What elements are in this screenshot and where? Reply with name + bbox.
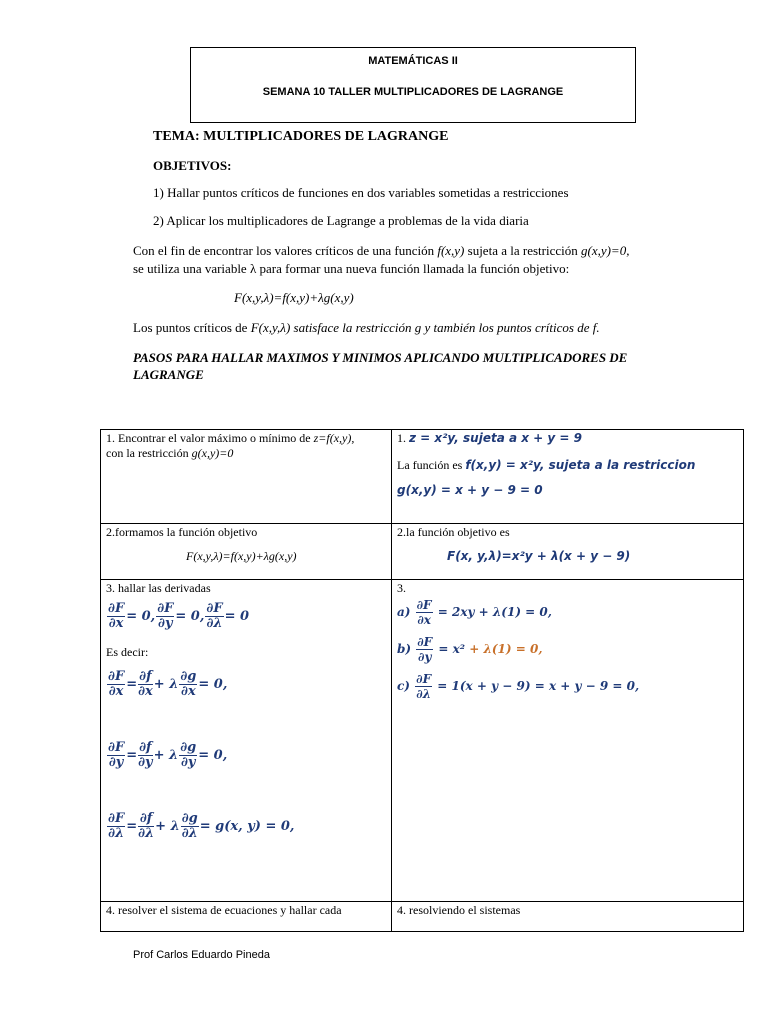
pasos-heading-2: LAGRANGE bbox=[133, 367, 204, 382]
partial-y-eq: $\frac{\partial F}{\partial y}$ = $\frac{\partial f}{\partial y}$ + λ $\frac{\partial g}{\partial y}$ = 0, bbox=[108, 740, 228, 770]
step1-text: 1. Encontrar el valor máximo o mínimo de bbox=[106, 431, 314, 445]
step1-restriction-eq: g(x,y) = x + y − 9 = 0 bbox=[397, 483, 543, 497]
item-a-label: a) bbox=[397, 605, 411, 619]
step3-left bbox=[101, 580, 392, 902]
step2-text: 2.formamos la función objetivo bbox=[106, 525, 258, 539]
table-row bbox=[101, 580, 744, 902]
es-decir-label: Es decir: bbox=[106, 645, 149, 659]
derivative-a: a) $\frac{\partial F}{\partial x}$ = 2xy + λ(1) = 0, bbox=[397, 598, 552, 627]
derivative-b-rhs-lambda: + λ(1) = 0, bbox=[469, 642, 543, 656]
step1-function-eq: f(x,y) = x²y, sujeta a la restriccion bbox=[465, 458, 696, 472]
header-subtitle: SEMANA 10 TALLER MULTIPLICADORES DE LAGRANGE bbox=[262, 86, 564, 98]
header-title: MATEMÁTICAS II bbox=[368, 55, 458, 67]
derivative-b-rhs: = x² bbox=[438, 642, 470, 656]
step1-left bbox=[101, 430, 392, 524]
derivatives-zero: $\frac{\partial F}{\partial x}$ = 0, $\frac{\partial F}{\partial y}$ = 0, $\frac{\partial F}{\partial\lambda}$ = 0 bbox=[108, 601, 250, 631]
pasos-heading-1: PASOS PARA HALLAR MAXIMOS Y MINIMOS APLICANDO MULTIPLICADORES DE bbox=[133, 350, 628, 365]
header-box bbox=[190, 47, 636, 123]
tema-heading: TEMA: MULTIPLICADORES DE LAGRANGE bbox=[153, 129, 449, 144]
derivative-c-rhs: = 1(x + y − 9) = x + y − 9 = 0, bbox=[437, 679, 640, 693]
intro-gxy: g(x,y)=0, bbox=[580, 243, 630, 258]
step2-right-text: 2.la función objetivo es bbox=[397, 525, 510, 539]
step2-right-formula: F(x, y,λ)=x²y + λ(x + y − 9) bbox=[447, 549, 631, 563]
step1-example-eq: z = x²y, sujeta a x + y = 9 bbox=[409, 431, 582, 445]
table-row bbox=[101, 902, 744, 932]
critical-points-line bbox=[133, 320, 600, 336]
step1-gxy: g(x,y)=0 bbox=[191, 446, 234, 460]
step3-text: 3. hallar las derivadas bbox=[106, 581, 211, 595]
item-c-label: c) bbox=[397, 679, 410, 693]
step4-right: 4. resolviendo el sistemas bbox=[392, 902, 744, 932]
step3-right bbox=[392, 580, 744, 902]
item-b-label: b) bbox=[397, 642, 412, 656]
step4-left: 4. resolver el sistema de ecuaciones y hallar cada bbox=[101, 902, 392, 932]
table-row bbox=[101, 430, 744, 524]
objetivo-2: 2) Aplicar los multiplicadores de Lagrange a problemas de la vida diaria bbox=[153, 213, 529, 228]
objetivo-1: 1) Hallar puntos críticos de funciones en dos variables sometidas a restricciones bbox=[153, 185, 569, 200]
step1-function-text: La función es bbox=[397, 458, 466, 472]
objective-formula: F(x,y,λ)=f(x,y)+λg(x,y) bbox=[234, 290, 354, 305]
derivative-b: b) $\frac{\partial F}{\partial y}$ = x² + λ(1) = 0, bbox=[397, 635, 543, 664]
derivative-a-rhs: = 2xy + λ(1) = 0, bbox=[437, 605, 552, 619]
table-row bbox=[101, 524, 744, 580]
step1-zfxy: z=f(x,y), bbox=[313, 431, 355, 445]
footer-author: Prof Carlos Eduardo Pineda bbox=[133, 949, 270, 961]
step1-restriction: con la restricción bbox=[106, 446, 192, 460]
intro-line-2: se utiliza una variable λ para formar una nueva función llamada la función objetivo: bbox=[133, 261, 570, 276]
objetivos-heading: OBJETIVOS: bbox=[153, 158, 232, 173]
intro-text-2: sujeta a la restricción bbox=[464, 243, 581, 258]
critical-italic: F(x,y,λ) satisface la restricción g y también los puntos críticos de f. bbox=[250, 320, 600, 335]
critical-text: Los puntos críticos de bbox=[133, 320, 251, 335]
derivative-c: c) $\frac{\partial F}{\partial\lambda}$ = 1(x + y − 9) = x + y − 9 = 0, bbox=[397, 672, 640, 701]
step1-right-num: 1. bbox=[397, 431, 406, 445]
partial-x-eq: $\frac{\partial F}{\partial x}$ = $\frac{\partial f}{\partial x}$ + λ $\frac{\partial g}{\partial x}$ = 0, bbox=[108, 669, 228, 699]
intro-line-1 bbox=[133, 243, 629, 259]
steps-table bbox=[100, 429, 744, 932]
intro-text: Con el fin de encontrar los valores críticos de una función bbox=[133, 243, 438, 258]
step2-formula: F(x,y,λ)=f(x,y)+λg(x,y) bbox=[186, 549, 297, 563]
step3-right-num: 3. bbox=[397, 581, 406, 595]
step2-left bbox=[101, 524, 392, 580]
step1-right bbox=[392, 430, 744, 524]
intro-fxy: f(x,y) bbox=[437, 243, 465, 258]
step2-right bbox=[392, 524, 744, 580]
partial-lambda-eq: $\frac{\partial F}{\partial\lambda}$ = $\frac{\partial f}{\partial\lambda}$ + λ $\frac{\partial g}{\partial\lambda}$ = g(x, y) = 0, bbox=[108, 811, 295, 841]
